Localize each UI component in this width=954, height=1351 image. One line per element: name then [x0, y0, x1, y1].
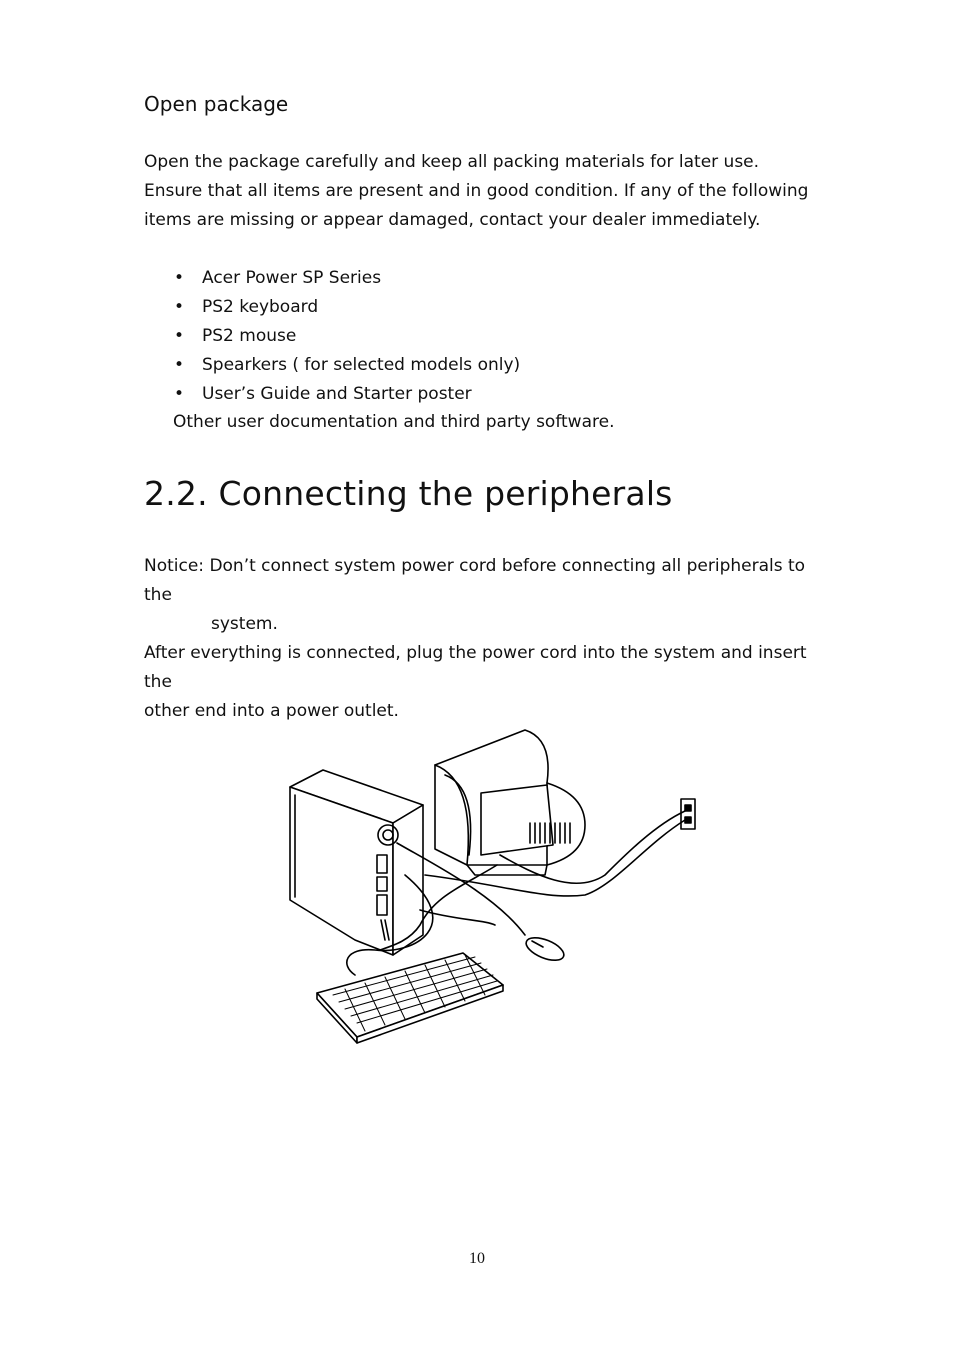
bullet-icon: •	[174, 268, 185, 288]
bullet-icon: •	[174, 297, 185, 317]
bullet-icon: •	[174, 326, 185, 346]
mouse-icon	[523, 933, 567, 965]
list-item: • User’s Guide and Starter poster	[144, 380, 520, 409]
list-item: • Acer Power SP Series	[144, 264, 520, 293]
bullet-icon: •	[174, 384, 185, 404]
bullet-icon: •	[174, 355, 185, 375]
package-items-list	[144, 264, 520, 409]
after-line: other end into a power outlet.	[144, 701, 399, 721]
list-item: • PS2 keyboard	[144, 293, 520, 322]
other-docs-line: Other user documentation and third party software.	[173, 412, 615, 432]
after-line: After everything is connected, plug the power cord into the system and insert the	[144, 643, 807, 692]
paragraph-line: Ensure that all items are present and in good condition. If any of the following	[144, 181, 809, 201]
notice-line-indented: system.	[211, 614, 278, 634]
power-outlet-icon	[681, 799, 695, 829]
list-item: • Spearkers ( for selected models only)	[144, 351, 520, 380]
notice-line: Notice: Don’t connect system power cord before connecting all peripherals to the	[144, 556, 806, 605]
after-paragraph	[144, 639, 824, 726]
notice-paragraph	[144, 552, 824, 639]
keyboard-icon	[317, 953, 503, 1043]
open-package-heading: Open package	[144, 92, 289, 116]
open-package-paragraph	[144, 148, 824, 235]
list-item: • PS2 mouse	[144, 322, 520, 351]
connecting-heading: 2.2. Connecting the peripherals	[144, 474, 673, 513]
computer-tower-icon	[290, 770, 423, 955]
paragraph-line: items are missing or appear damaged, contact your dealer immediately.	[144, 210, 761, 230]
monitor-icon	[435, 730, 585, 875]
paragraph-line: Open the package carefully and keep all packing materials for later use.	[144, 152, 760, 172]
page-number: 10	[469, 1250, 485, 1267]
peripherals-illustration	[285, 725, 705, 1045]
